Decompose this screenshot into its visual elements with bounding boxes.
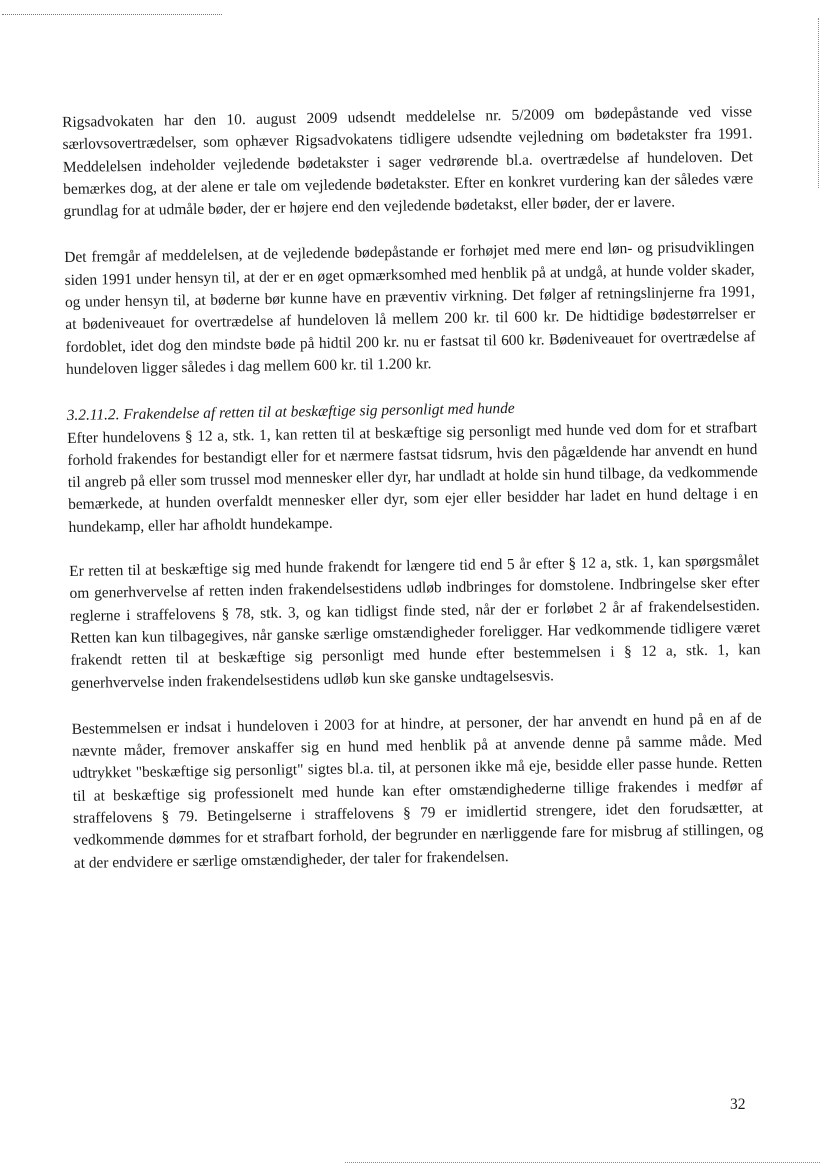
- scan-artifact-bottom: [345, 1162, 820, 1163]
- paragraph-bodeniveau: Det fremgår af meddelelsen, at de vejledende bødepåstande er forhøjet med mere end løn- og prisudviklingen siden 1991 under hensyn til, at der er en øget opmærksomhed med henblik på at undgå, at hunde volder skader, og under hensyn til, at bøderne bør kunne have en præventiv virkning. Det følger af retningslinjerne fra 1991, at bødeniveauet for overtrædelse af hundeloven lå mellem 200 kr. til 600 kr. De hidtidige bødestørrelser er fordoblet, idet dog den mindste bøde på hidtil 200 kr. nu er fastsat til 600 kr. Bødeniveauet for overtrædelse af hundeloven ligger således i dag mellem 600 kr. til 1.200 kr.: [64, 238, 756, 378]
- scan-artifact-top: [2, 14, 222, 15]
- document-body: [62, 101, 764, 875]
- scan-artifact-right: [818, 18, 819, 188]
- paragraph-frakendelse: Efter hundelovens § 12 a, stk. 1, kan retten til at beskæftige sig personligt med hunde ved dom for et strafbart forhold frakendes for bestandigt eller for et nærmere fastsat tidsrum, hvis den pågældende har anvendt en hund til angreb på eller som trussel mod mennesker eller dyr, har undladt at holde sin hund tilbage, da vedkommende bemærkede, at hunden overfaldt mennesker eller dyr, som ejer eller besidder har ladet en hund deltage i en hundekamp, eller har afholdt hundekampe.: [66, 418, 759, 536]
- section-heading: 3.2.11.2. Frakendelse af retten til at beskæftige sig personligt med hunde: [66, 400, 515, 425]
- paragraph-bodepaastande: Rigsadvokaten har den 10. august 2009 udsendt meddelelse nr. 5/2009 om bødepåstande ved visse særlovsovertrædelser, som ophæver Rigsadvokatens tidligere udsendte vejledning om bødetakster fra 1991. Meddelelsen indeholder vejledende bødetakster i sager vedrørende bl.a. overtrædelse af hundeloven. Det bemærkes dog, at der alene er tale om vejledende bødetakster. Efter en konkret vurdering kan der således være grundlag for at udmåle bøder, der er højere end den vejledende bødetakst, eller bøder, der er lavere.: [62, 103, 754, 221]
- page-number: 32: [730, 1096, 746, 1113]
- paragraph-generhvervelse: Er retten til at beskæftige sig med hunde frakendt for længere tid end 5 år efter § 12 a, stk. 1, kan spørgsmålet om generhvervelse af retten inden frakendelsestidens udløb indbringes for domstolene. Indbringelse sker efter reglerne i straffelovens § 78, stk. 3, og kan tidligst finde sted, når der er forløbet 2 år af frakendelsestiden. Retten kan kun tilbagegives, når ganske særlige omstændigheder foreligger. Har vedkommende tidligere været frakendt retten til at beskæftige sig personligt med hunde efter bestemmelsen i § 12 a, stk. 1, kan generhvervelse inden frakendelsestidens udløb kun ske ganske undtagelsesvis.: [69, 552, 761, 692]
- paragraph-bestemmelsen: Bestemmelsen er indsat i hundeloven i 2003 for at hindre, at personer, der har anvendt en hund på en af de nævnte måder, fremover anskaffer sig en hund med henblik på at anvende denne på samme måde. Med udtrykket "beskæftige sig personligt" sigtes bl.a. til, at personen ikke må eje, besidde eller passe hunde. Retten til at beskæftige sig professionelt med hunde kan efter omstændighederne tillige frakendes i medfør af straffelovens § 79. Betingelserne i straffelovens § 79 er imidlertid strengere, idet den forudsætter, at vedkommende dømmes for et strafbart forhold, der begrunder en nærliggende fare for misbrug af stillingen, og at der endvidere er særlige omstændigheder, der taler for frakendelsen.: [71, 709, 764, 872]
